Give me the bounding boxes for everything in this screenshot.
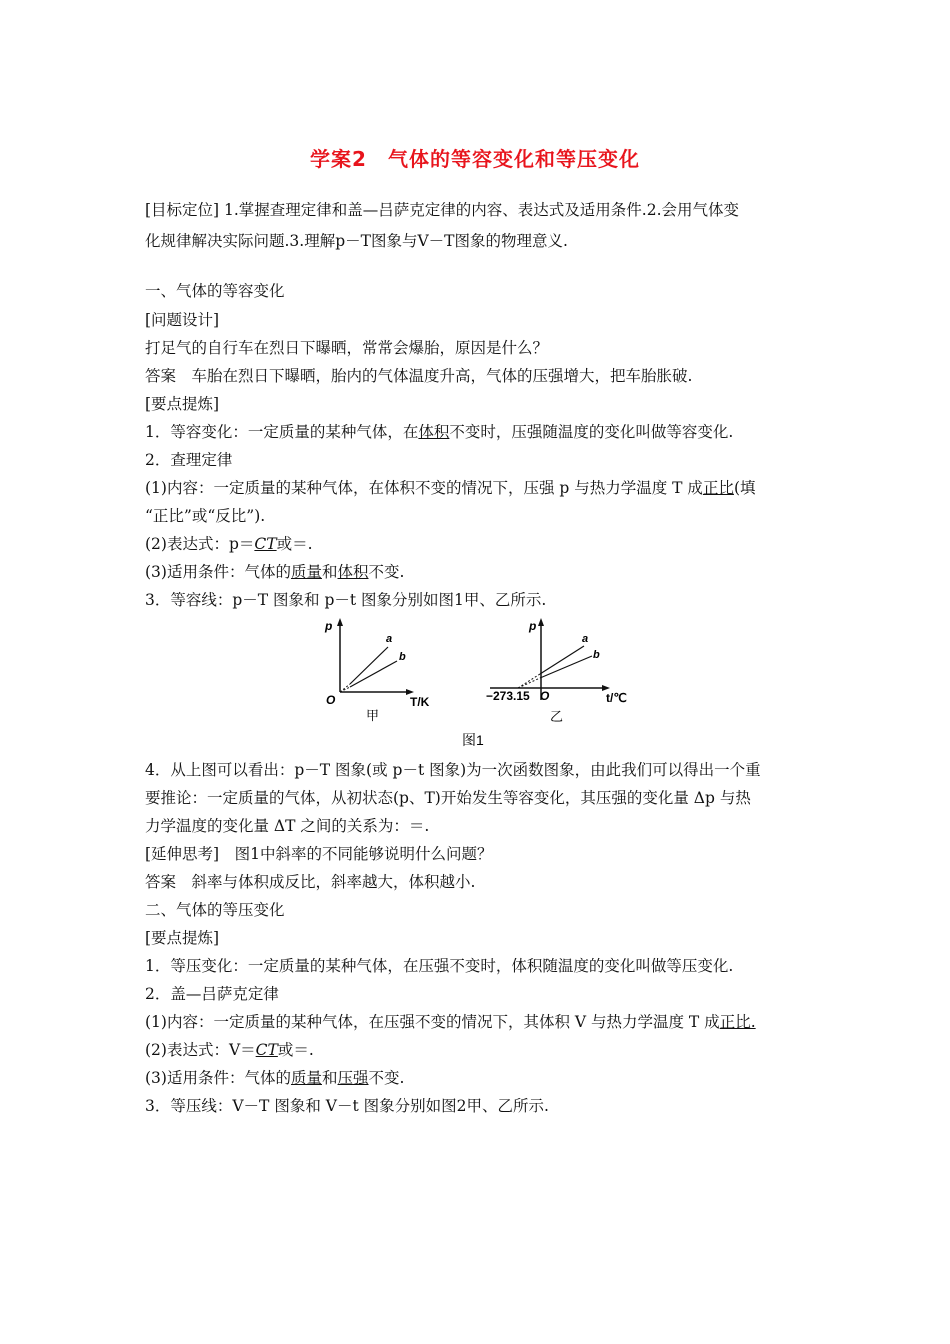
text: 不变. xyxy=(368,563,405,581)
gay-lussac-expression xyxy=(145,1039,314,1061)
page-title: 学案2 气体的等容变化和等压变化 xyxy=(310,147,640,171)
text: 1．等容变化：一定质量的某种气体，在 xyxy=(145,423,419,441)
text: 不变时，压强随温度的变化叫做等容变化. xyxy=(449,423,734,441)
blank-answer: 质量 xyxy=(290,563,322,581)
gay-lussac-heading: 2．盖—吕萨克定律 xyxy=(145,985,279,1003)
yi-line-a-label: a xyxy=(582,633,589,645)
inference-line-2: 要推论：一定质量的气体，从初状态(p、T)开始发生等容变化，其压强的变化量 Δp 与热 xyxy=(145,789,751,807)
jia-y-label: p xyxy=(325,619,333,633)
charles-expression xyxy=(145,533,313,555)
charles-law-heading: 2．查理定律 xyxy=(145,451,233,469)
inference-line-3: 力学温度的变化量 ΔT 之间的关系为：＝. xyxy=(145,817,430,835)
key-points-tag-2: [要点提炼] xyxy=(145,929,220,947)
section2-heading: 二、气体的等压变化 xyxy=(145,901,285,919)
blank-answer: CT xyxy=(254,535,277,553)
text: 和 xyxy=(321,1069,338,1087)
blank-answer: 体积 xyxy=(418,423,450,441)
text: (1)内容：一定质量的某种气体，在体积不变的情况下，压强 p 与热力学温度 T 成 xyxy=(145,479,703,497)
text: (1)内容：一定质量的某种气体，在压强不变的情况下，其体积 V 与热力学温度 T 成 xyxy=(145,1013,720,1031)
jia-line-b-label: b xyxy=(399,651,406,663)
text: (3)适用条件：气体的 xyxy=(145,1069,291,1087)
answer-text: 答案 车胎在烈日下曝晒，胎内的气体温度升高，气体的压强增大，把车胎胀破. xyxy=(145,367,693,385)
isochore-intro: 3．等容线：p－T 图象和 p－t 图象分别如图1甲、乙所示. xyxy=(145,591,547,609)
text: 或＝. xyxy=(277,1041,314,1059)
charles-content-cont: “正比”或“反比”). xyxy=(145,507,266,525)
text: (3)适用条件：气体的 xyxy=(145,563,291,581)
text: 不变. xyxy=(368,1069,405,1087)
extended-answer: 答案 斜率与体积成反比，斜率越大，体积越小. xyxy=(145,873,476,891)
yi-neg-tick-label: −273.15 xyxy=(486,689,530,703)
yi-line-b-label: b xyxy=(593,649,600,661)
gay-lussac-conditions xyxy=(145,1067,404,1089)
text: 和 xyxy=(321,563,338,581)
objective-line-2: 化规律解决实际问题.3.理解p－T图象与V－T图象的物理意义. xyxy=(145,232,568,250)
blank-answer: 体积 xyxy=(337,563,369,581)
isobaric-definition: 1．等压变化：一定质量的某种气体，在压强不变时，体积随温度的变化叫做等压变化. xyxy=(145,957,734,975)
isobar-intro: 3．等压线：V－T 图象和 V－t 图象分别如图2甲、乙所示. xyxy=(145,1097,549,1115)
extended-thinking: [延伸思考] 图1中斜率的不同能够说明什么问题？ xyxy=(145,845,493,863)
charles-content xyxy=(145,477,756,499)
text: 或＝. xyxy=(276,535,313,553)
text: (2)表达式：p＝ xyxy=(145,535,255,553)
blank-answer: 正比 xyxy=(702,479,734,497)
text: (2)表达式：V＝ xyxy=(145,1041,256,1059)
section1-heading: 一、气体的等容变化 xyxy=(145,282,285,300)
question-text: 打足气的自行车在烈日下曝晒，常常会爆胎，原因是什么？ xyxy=(145,339,549,357)
yi-origin-label: O xyxy=(540,689,550,703)
jia-caption: 甲 xyxy=(366,708,380,723)
yi-caption: 乙 xyxy=(550,709,564,724)
gay-lussac-content xyxy=(145,1011,756,1033)
graph-yi xyxy=(490,618,610,700)
yi-x-label: t/℃ xyxy=(606,691,627,705)
blank-answer: CT xyxy=(255,1041,278,1059)
text: (填 xyxy=(733,479,756,497)
jia-line-a-label: a xyxy=(386,633,393,645)
charles-conditions xyxy=(145,561,404,583)
objective-line-1: [目标定位] 1.掌握查理定律和盖—吕萨克定律的内容、表达式及适用条件.2.会用气体变 xyxy=(145,201,740,219)
question-design-tag: [问题设计] xyxy=(145,311,220,329)
isochoric-definition xyxy=(145,421,733,443)
blank-answer: 压强 xyxy=(337,1069,369,1087)
jia-origin-label: O xyxy=(326,693,336,707)
inference-line-1: 4．从上图可以看出：p－T 图象(或 p－t 图象)为一次函数图象，由此我们可以得出一个重 xyxy=(145,761,761,779)
figure-1 xyxy=(300,612,660,752)
figure-1-caption: 图1 xyxy=(462,732,484,748)
jia-x-label: T/K xyxy=(410,695,430,709)
key-points-tag: [要点提炼] xyxy=(145,395,220,413)
blank-answer: 正比. xyxy=(719,1013,756,1031)
blank-answer: 质量 xyxy=(290,1069,322,1087)
yi-y-label: p xyxy=(529,619,537,633)
